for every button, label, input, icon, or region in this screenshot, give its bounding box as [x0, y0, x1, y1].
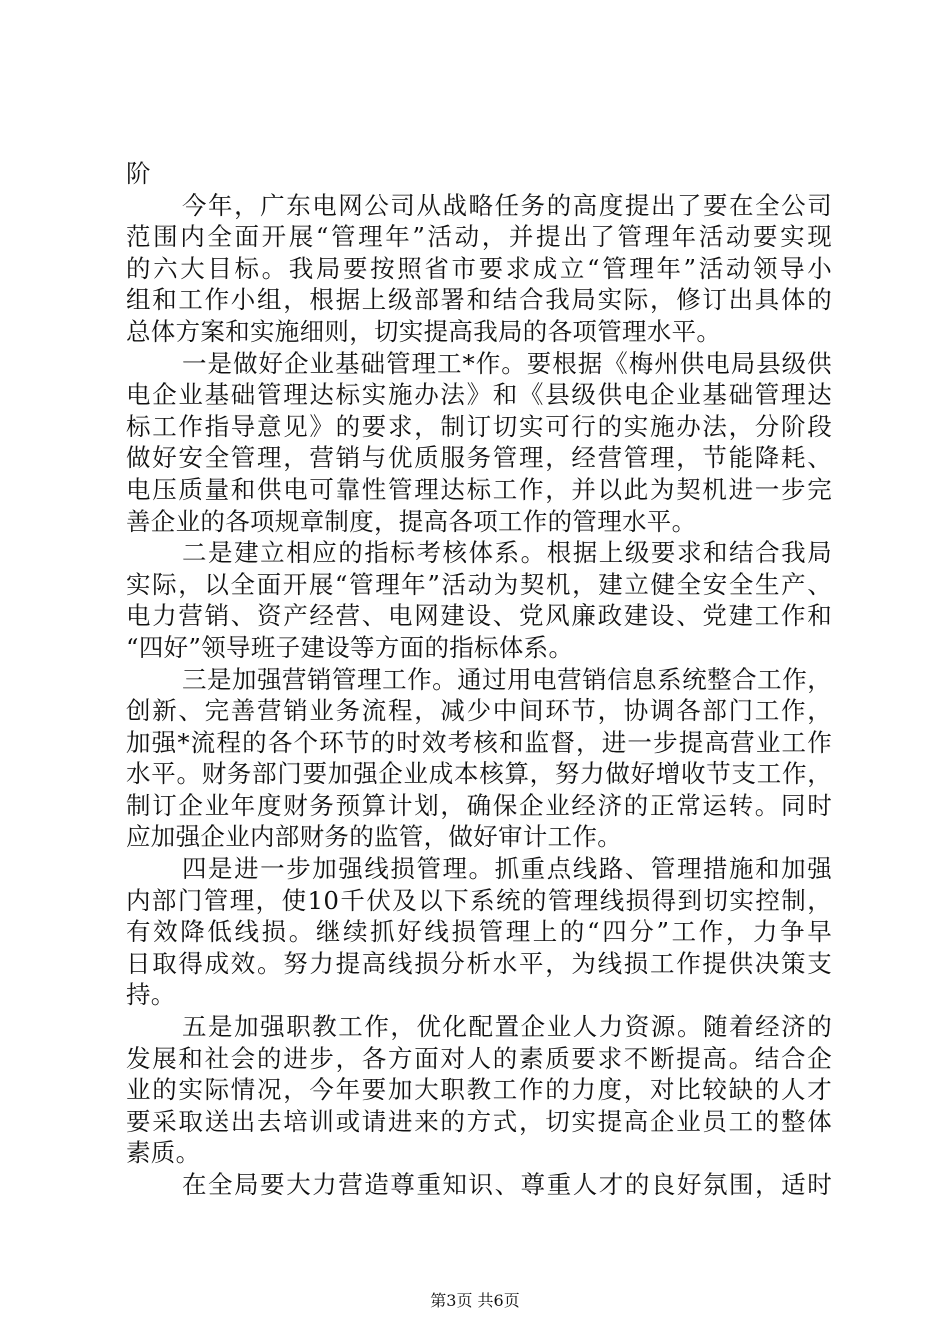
text-line: 业的实际情况，今年要加大职教工作的力度，对比较缺的人才	[126, 1075, 832, 1105]
text-line: 应加强企业内部财务的监管，做好审计工作。	[126, 822, 622, 852]
text-line: 一是做好企业基础管理工*作。要根据《梅州供电局县级供	[182, 348, 832, 378]
text-line: 做好安全管理，营销与优质服务管理，经营管理，节能降耗、	[126, 443, 832, 473]
text-line: 电力营销、资产经营、电网建设、党风廉政建设、党建工作和	[126, 601, 832, 631]
text-line: 四是进一步加强线损管理。抓重点线路、管理措施和加强	[182, 854, 832, 884]
document-body	[126, 158, 832, 1201]
text-line: 要采取送出去培训或请进来的方式，切实提高企业员工的整体	[126, 1106, 832, 1136]
text-line: 二是建立相应的指标考核体系。根据上级要求和结合我局	[182, 538, 832, 568]
text-line: 发展和社会的进步，各方面对人的素质要求不断提高。结合企	[126, 1043, 832, 1073]
text-line: 电压质量和供电可靠性管理达标工作，并以此为契机进一步完	[126, 474, 832, 504]
text-line: 有效降低线损。继续抓好线损管理上的“四分”工作，力争早	[126, 917, 832, 947]
text-line: 实际，以全面开展“管理年”活动为契机，建立健全安全生产、	[126, 569, 832, 599]
text-line: 日取得成效。努力提高线损分析水平，为线损工作提供决策支	[126, 948, 832, 978]
text-line: 今年，广东电网公司从战略任务的高度提出了要在全公司	[182, 190, 832, 220]
text-line: 加强*流程的各个环节的时效考核和监督，进一步提高营业工作	[126, 727, 832, 757]
text-line: 标工作指导意见》的要求，制订切实可行的实施办法，分阶段	[126, 411, 832, 441]
text-line: 电企业基础管理达标实施办法》和《县级供电企业基础管理达	[126, 380, 832, 410]
text-line: “四好”领导班子建设等方面的指标体系。	[126, 632, 574, 662]
text-line: 组和工作小组，根据上级部署和结合我局实际，修订出具体的	[126, 285, 832, 315]
text-line: 持。	[126, 980, 176, 1010]
text-line: 善企业的各项规章制度，提高各项工作的管理水平。	[126, 506, 697, 536]
text-line: 阶	[126, 159, 151, 188]
text-line: 三是加强营销管理工作。通过用电营销信息系统整合工作，	[182, 664, 832, 694]
text-line: 的六大目标。我局要按照省市要求成立“管理年”活动领导小	[126, 253, 832, 283]
text-line: 总体方案和实施细则，切实提高我局的各项管理水平。	[126, 316, 722, 346]
text-line: 水平。财务部门要加强企业成本核算，努力做好增收节支工作，	[126, 759, 832, 789]
text-line: 创新、完善营销业务流程，减少中间环节，协调各部门工作，	[126, 696, 832, 726]
text-line: 内部门管理，使10千伏及以下系统的管理线损得到切实控制，	[126, 885, 832, 915]
text-line: 制订企业年度财务预算计划，确保企业经济的正常运转。同时	[126, 790, 832, 820]
text-line: 素质。	[126, 1138, 201, 1168]
text-line: 范围内全面开展“管理年”活动，并提出了管理年活动要实现	[126, 222, 832, 252]
page-footer: 第3页 共6页	[430, 1291, 520, 1310]
text-line: 在全局要大力营造尊重知识、尊重人才的良好氛围，适时	[182, 1170, 832, 1199]
text-line: 五是加强职教工作，优化配置企业人力资源。随着经济的	[182, 1012, 832, 1042]
